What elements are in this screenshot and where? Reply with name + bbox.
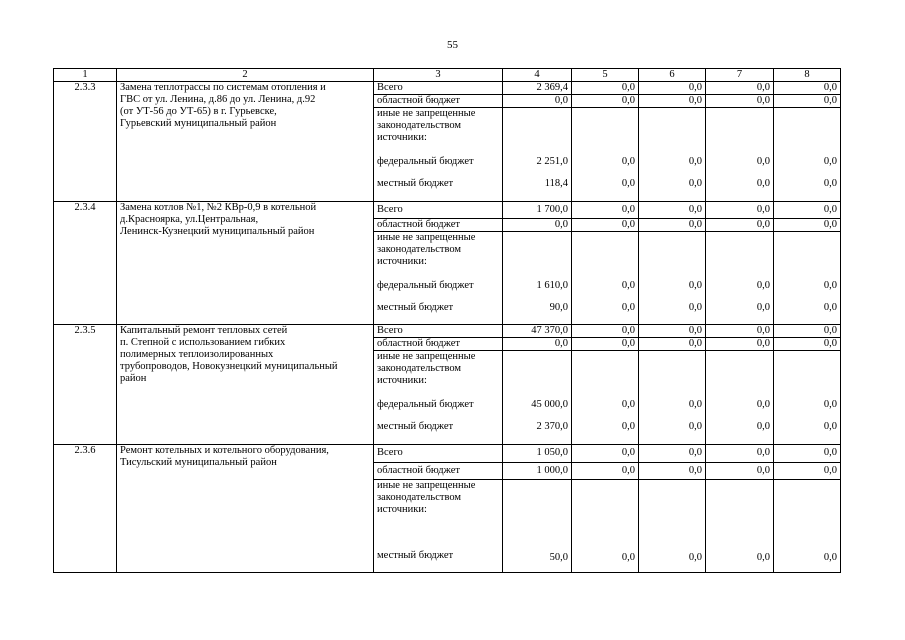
value-cell: 0,0 [774,338,841,351]
row-number: 2.3.3 [54,82,117,202]
value-cell: 0,0 [639,462,706,479]
value-cell: 0,0 [503,218,572,231]
table-row [54,444,841,462]
value-cell: 0,0 [706,338,774,351]
value-cell: 0,0 [706,256,774,292]
source-label: Всего [374,325,503,338]
value-cell: 0,0 [774,444,841,462]
header-cell: 3 [374,69,503,82]
value-cell: 0,0 [774,504,841,573]
value-cell: 1 050,0 [503,444,572,462]
value-cell: 47 370,0 [503,325,572,338]
value-cell: 0,0 [706,132,774,168]
source-label: источники: федеральный бюджет [374,132,503,168]
value-cell: 2 369,4 [503,82,572,95]
row-description: Капитальный ремонт тепловых сетей п. Степной с использованием гибких полимерных теплоизолированных трубопроводов, Новокузнецкий муниципальный район [117,325,374,445]
source-label: местный бюджет [374,292,503,325]
value-cell: 1 610,0 [503,256,572,292]
value-cell: 0,0 [639,411,706,444]
value-cell: 0,0 [503,95,572,108]
value-cell: 0,0 [503,338,572,351]
source-label: Всего [374,82,503,95]
source-label: иные не запрещенные [374,351,503,364]
value-cell: 0,0 [706,82,774,95]
value-cell: 2 251,0 [503,132,572,168]
value-cell: 0,0 [706,325,774,338]
value-cell: 0,0 [774,411,841,444]
value-cell: 0,0 [706,411,774,444]
header-cell: 1 [54,69,117,82]
value-cell: 0,0 [639,95,706,108]
value-cell: 0,0 [774,95,841,108]
page-number: 55 [447,39,458,51]
budget-table [53,68,841,573]
source-label: иные не запрещенные [374,479,503,492]
value-cell: 0,0 [572,256,639,292]
source-label: областной бюджет [374,338,503,351]
value-cell: 0,0 [706,168,774,201]
source-label: законодательством [374,363,503,375]
source-label: местный бюджет [374,168,503,201]
value-cell: 0,0 [774,256,841,292]
value-cell: 0,0 [774,292,841,325]
source-label: источники: федеральный бюджет [374,256,503,292]
table-row [54,325,841,338]
value-cell: 90,0 [503,292,572,325]
value-cell: 0,0 [572,132,639,168]
value-cell: 0,0 [572,168,639,201]
source-label: источники: федеральный бюджет [374,375,503,411]
source-label: областной бюджет [374,462,503,479]
table-row [54,201,841,218]
value-cell: 0,0 [572,444,639,462]
value-cell: 50,0 [503,504,572,573]
value-cell: 0,0 [706,462,774,479]
value-cell: 0,0 [639,201,706,218]
value-cell: 0,0 [774,218,841,231]
value-cell: 0,0 [572,218,639,231]
value-cell: 0,0 [774,201,841,218]
value-cell: 0,0 [706,95,774,108]
value-cell: 0,0 [572,411,639,444]
value-cell: 0,0 [639,292,706,325]
source-label: источники: местный бюджет [374,504,503,573]
value-cell: 0,0 [774,168,841,201]
value-cell: 0,0 [774,325,841,338]
value-cell: 0,0 [572,504,639,573]
value-cell: 0,0 [572,82,639,95]
value-cell: 0,0 [572,462,639,479]
row-number: 2.3.5 [54,325,117,445]
value-cell: 0,0 [639,444,706,462]
value-cell: 0,0 [572,325,639,338]
table-row [54,82,841,95]
value-cell: 0,0 [639,256,706,292]
value-cell: 0,0 [774,462,841,479]
header-cell: 7 [706,69,774,82]
value-cell: 0,0 [639,168,706,201]
row-number: 2.3.6 [54,444,117,573]
value-cell: 0,0 [774,132,841,168]
source-label: законодательством [374,244,503,256]
value-cell: 0,0 [572,201,639,218]
source-label: областной бюджет [374,95,503,108]
value-cell: 0,0 [639,375,706,411]
source-label: законодательством [374,120,503,132]
value-cell: 0,0 [639,504,706,573]
source-label: законодательством [374,492,503,504]
value-cell: 0,0 [706,375,774,411]
row-description: Замена теплотрассы по системам отопления и ГВС от ул. Ленина, д.86 до ул. Ленина, д.92 (от УТ-56 до УТ-65) в г. Гурьевске, Гурьевский муниципальный район [117,82,374,202]
header-cell: 6 [639,69,706,82]
value-cell: 0,0 [706,292,774,325]
header-row [54,69,841,82]
value-cell: 0,0 [639,325,706,338]
header-cell: 5 [572,69,639,82]
row-number: 2.3.4 [54,201,117,325]
value-cell: 0,0 [639,218,706,231]
header-cell: 4 [503,69,572,82]
value-cell: 0,0 [572,292,639,325]
header-cell: 2 [117,69,374,82]
value-cell: 0,0 [639,338,706,351]
value-cell: 0,0 [706,218,774,231]
source-label: областной бюджет [374,218,503,231]
value-cell: 0,0 [572,375,639,411]
value-cell: 0,0 [706,444,774,462]
row-description: Ремонт котельных и котельного оборудования, Тисульский муниципальный район [117,444,374,573]
value-cell: 0,0 [572,95,639,108]
value-cell: 0,0 [774,82,841,95]
source-label: Всего [374,444,503,462]
source-label: Всего [374,201,503,218]
value-cell: 1 700,0 [503,201,572,218]
value-cell: 0,0 [639,82,706,95]
value-cell: 0,0 [774,375,841,411]
value-cell: 2 370,0 [503,411,572,444]
value-cell: 0,0 [706,504,774,573]
value-cell: 0,0 [639,132,706,168]
value-cell: 0,0 [706,201,774,218]
row-description: Замена котлов №1, №2 КВр-0,9 в котельной д.Красноярка, ул.Центральная, Ленинск-Кузнецкий муниципальный район [117,201,374,325]
header-cell: 8 [774,69,841,82]
source-label: иные не запрещенные [374,108,503,121]
value-cell: 118,4 [503,168,572,201]
source-label: иные не запрещенные [374,231,503,244]
source-label: местный бюджет [374,411,503,444]
value-cell: 1 000,0 [503,462,572,479]
value-cell: 0,0 [572,338,639,351]
value-cell: 45 000,0 [503,375,572,411]
